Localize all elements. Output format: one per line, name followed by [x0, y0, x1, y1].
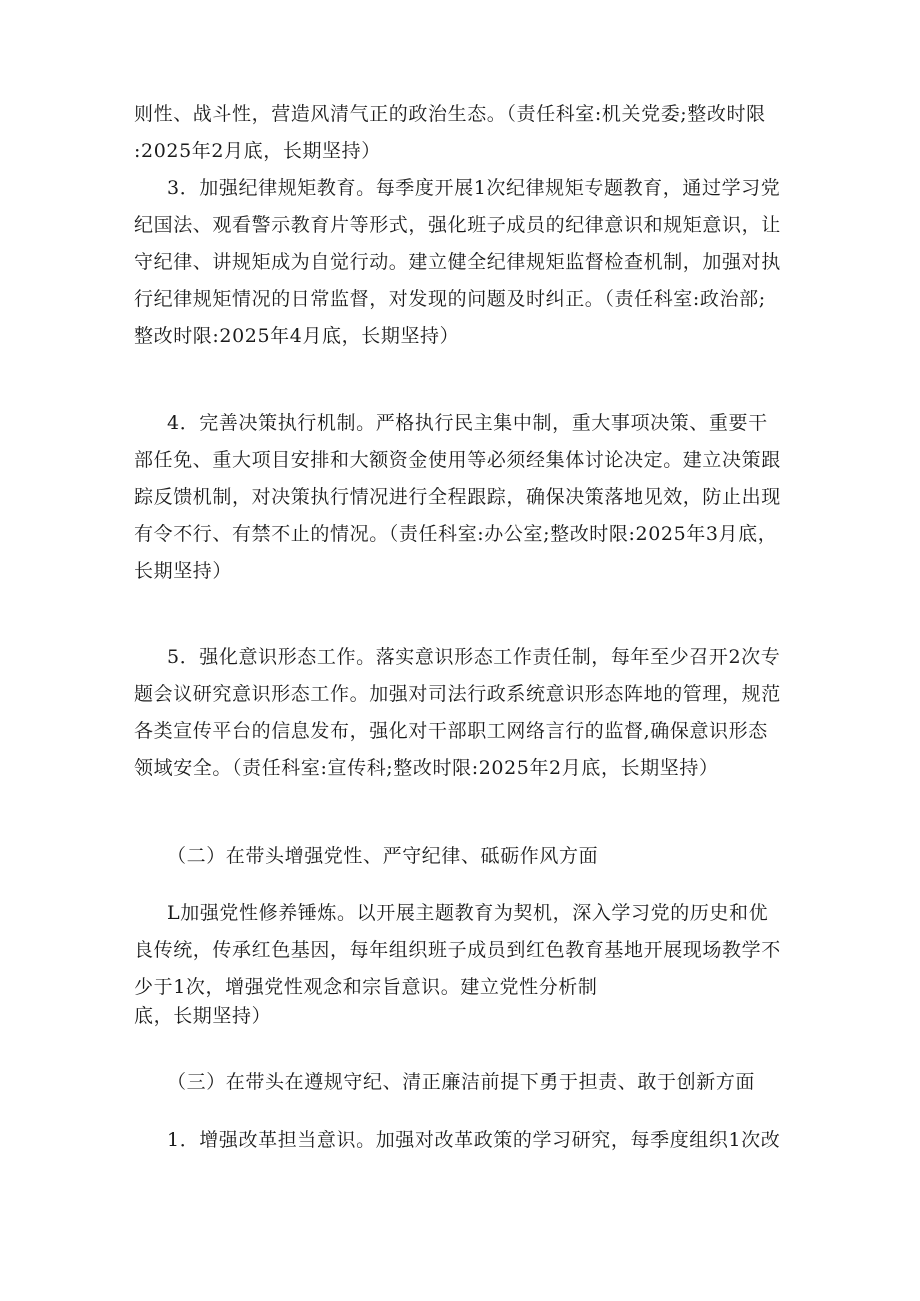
text-line: 整改时限:2025年4月底，长期坚持）	[134, 325, 460, 347]
text-line: 良传统，传承红色基因，每年组织班子成员到红色教育基地开展现场教学不	[134, 939, 781, 961]
text-line: 各类宣传平台的信息发布，强化对干部职工网络言行的监督,确保意识形态	[134, 720, 768, 742]
text-line: 少于1次，增强党性观念和宗旨意识。建立党性分析制	[134, 976, 598, 998]
text-line: 5．强化意识形态工作。落实意识形态工作责任制，每年至少召开2次专	[167, 646, 781, 668]
section-heading-2	[134, 838, 806, 875]
text-line: 领域安全。（责任科室:宣传科;整改时限:2025年2月底，长期坚持）	[134, 757, 719, 779]
text-line: 行纪律规矩情况的日常监督，对发现的问题及时纠正。（责任科室:政治部;	[134, 288, 766, 310]
section-heading-3	[134, 1064, 806, 1101]
paragraph-8	[134, 1122, 806, 1159]
text-line: 有令不行、有禁不止的情况。（责任科室:办公室;整改时限:2025年3月底，	[134, 523, 778, 545]
text-line: 长期坚持）	[134, 560, 233, 582]
text-line: 部任免、重大项目安排和大额资金使用等必须经集体讨论决定。建立决策跟	[134, 449, 781, 471]
text-line: 底，长期坚持）	[134, 1005, 272, 1027]
text-line: 踪反馈机制，对决策执行情况进行全程跟踪，确保决策落地见效，防止出现	[134, 486, 781, 508]
paragraph-4	[134, 639, 806, 787]
paragraph-1	[134, 96, 806, 170]
text-line: 3．加强纪律规矩教育。每季度开展1次纪律规矩专题教育，通过学习党	[167, 177, 781, 199]
text-line: 守纪律、讲规矩成为自觉行动。建立健全纪律规矩监督检查机制，加强对执	[134, 251, 781, 273]
text-line: L加强党性修养锤炼。以开展主题教育为契机，深入学习党的历史和优	[167, 902, 769, 924]
text-line: 1．增强改革担当意识。加强对改革政策的学习研究，每季度组织1次改	[167, 1129, 781, 1151]
text-line: :2025年2月底，长期坚持）	[134, 140, 381, 162]
text-line: 4．完善决策执行机制。严格执行民主集中制，重大事项决策、重要干	[167, 412, 768, 434]
text-line: （二）在带头增强党性、严守纪律、砥砺作风方面	[167, 845, 599, 867]
paragraph-6	[134, 895, 806, 1035]
text-line: （三）在带头在遵规守纪、清正廉洁前提下勇于担责、敢于创新方面	[167, 1071, 756, 1093]
paragraph-2	[134, 170, 806, 355]
text-line: 则性、战斗性，营造风清气正的政治生态。（责任科室:机关党委;整改时限	[134, 103, 766, 125]
text-line: 纪国法、观看警示教育片等形式，强化班子成员的纪律意识和规矩意识，让	[134, 214, 781, 236]
text-line: 题会议研究意识形态工作。加强对司法行政系统意识形态阵地的管理，规范	[134, 683, 781, 705]
paragraph-3	[134, 405, 806, 590]
